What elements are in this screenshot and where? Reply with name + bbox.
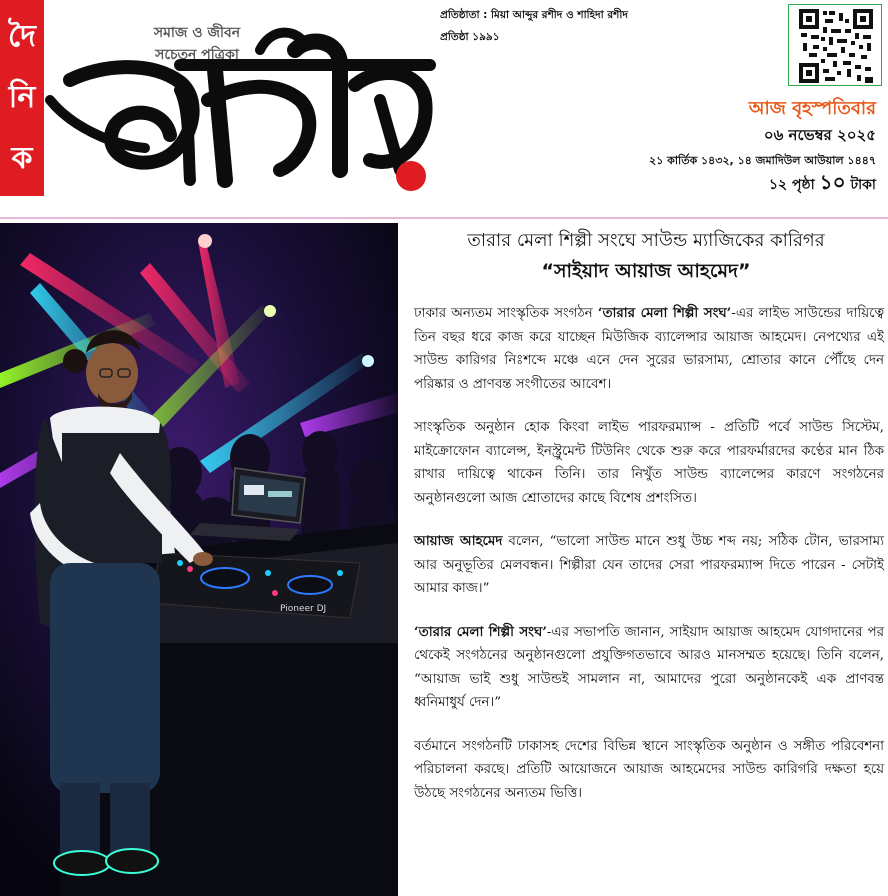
paragraph-5: বর্তমানে সংগঠনটি ঢাকাসহ দেশের বিভিন্ন স্থানে সাংস্কৃতিক অনুষ্ঠান ও সঙ্গীত পরিবেশনা পরিচালনা করছে। প্রতিটি আয়োজনে আয়াজ আহমেদের সাউন্ড কারিগরি দক্ষতা হয়ে উঠছে সংগঠনের অন্যতম ভিত্তি। [414,738,884,801]
alt-calendar-date: ২১ কার্তিক ১৪৩২, ১৪ জমাদিউল আউয়াল ১৪৪৭ [649,154,876,167]
tag-char-1: দৈ [8,18,36,54]
p4-bold: ‘তারার মেলা শিল্পী সংঘ’ [414,623,547,640]
established-line: প্রতিষ্ঠা ১৯৯১ [440,31,500,43]
headline-line-1: তারার মেলা শিল্পী সংঘে সাউন্ড ম্যাজিকের কারিগর [467,230,825,251]
p4-rest: -এর সভাপতি জানান, সাইয়াদ আয়াজ আহমেদ যোগদানের পর থেকেই সংগঠনের অনুষ্ঠানগুলো প্রযুক্তিগতভাবে আরও মানসম্মত হয়েছে। তিনি বলেন, “আয়াজ ভাই শুধু সাউন্ডই সামলান না, আমাদের পুরো অনুষ্ঠানকেই এক প্রাণবন্ত ধ্বনিমাধুর্য দেন।” [414,624,884,710]
tag-char-3: ক [11,141,33,177]
qr-icon [799,9,873,83]
dj-scene-image [0,223,398,896]
p1-lead: ঢাকার অন্যতম সাংস্কৃতিক সংগঠন [414,306,598,321]
newspaper-logo [40,10,440,200]
dj-photo [0,223,398,896]
headline [408,226,884,286]
p3-rest: বলেন, “ভালো সাউন্ড মানে শুধু উচ্চ শব্দ নয়; সঠিক টোন, ভারসাম্য আর অনুভূতির মেলবন্ধন। শিল্পীরা যেন তাদের সেরা পারফরম্যান্স দিতে পারেন - সেটাই আমার কাজ।” [414,534,884,596]
weekday: আজ বৃহস্পতিবার [748,98,876,119]
page-count-and-price [769,168,876,201]
p1-bold: ‘তারার মেলা শিল্পী সংঘ’ [597,305,732,321]
paragraph-4 [414,621,884,715]
masthead-divider [0,217,888,219]
article-body [414,302,884,825]
paragraph-2: সাংস্কৃতিক অনুষ্ঠান হোক কিংবা লাইভ পারফরম্যান্স - প্রতিটি পর্বে সাউন্ড সিস্টেম, মাইক্রোফোন ব্যালেন্স, ইনস্ট্রুমেন্ট টিউনিং থেকে শুরু করে পারফর্মারদের কণ্ঠের মান ঠিক রাখার দায়িত্বে থাকেন তিনি। তার নিখুঁত সাউন্ড ব্যালেন্সের কারণে সংগঠনের অনুষ্ঠানগুলো আজ শ্রোতাদের কাছে বিশেষ প্রশংসিত। [414,420,884,506]
founder-line: প্রতিষ্ঠাতা : মিয়া আব্দুর রশীদ ও শাহিদা রশীদ [440,9,628,21]
page-count: ১২ পৃষ্ঠা [768,177,815,193]
article [400,224,884,896]
issue-date: ০৬ নভেম্বর ২০২৫ [763,126,876,144]
masthead [0,0,888,216]
headline-line-2: “সাইয়াদ আয়াজ আহমেদ” [541,260,751,282]
price-number: ১০ [819,170,846,194]
slogan-line-1: সমাজ ও জীবন [153,25,241,41]
p3-bold: আয়াজ আহমেদ [414,533,503,549]
price-unit: টাকা [850,177,876,193]
tag-char-2: নি [8,79,36,115]
qr-code[interactable] [788,4,882,86]
slogan-line-2: সচেতন পত্রিকা [155,47,239,63]
daily-vertical-tag [0,0,44,196]
paragraph-1 [414,302,884,396]
paragraph-3 [414,530,884,601]
p1-rest: -এর লাইভ সাউন্ডের দায়িত্বে তিন বছর ধরে কাজ করে যাচ্ছেন মিউজিক ব্যালেন্সার আয়াজ আহমেদ। নেপথ্যের এই সাউন্ড কারিগর নিঃশব্দে মঞ্চে এনে দেন সুরের ভারসাম্য, শ্রোতার কানে পৌঁছে দেন পরিষ্কার ও প্রাণবন্ত সংগীতের আবেশ। [414,306,885,392]
mixer-brand: Pioneer DJ [280,604,327,614]
